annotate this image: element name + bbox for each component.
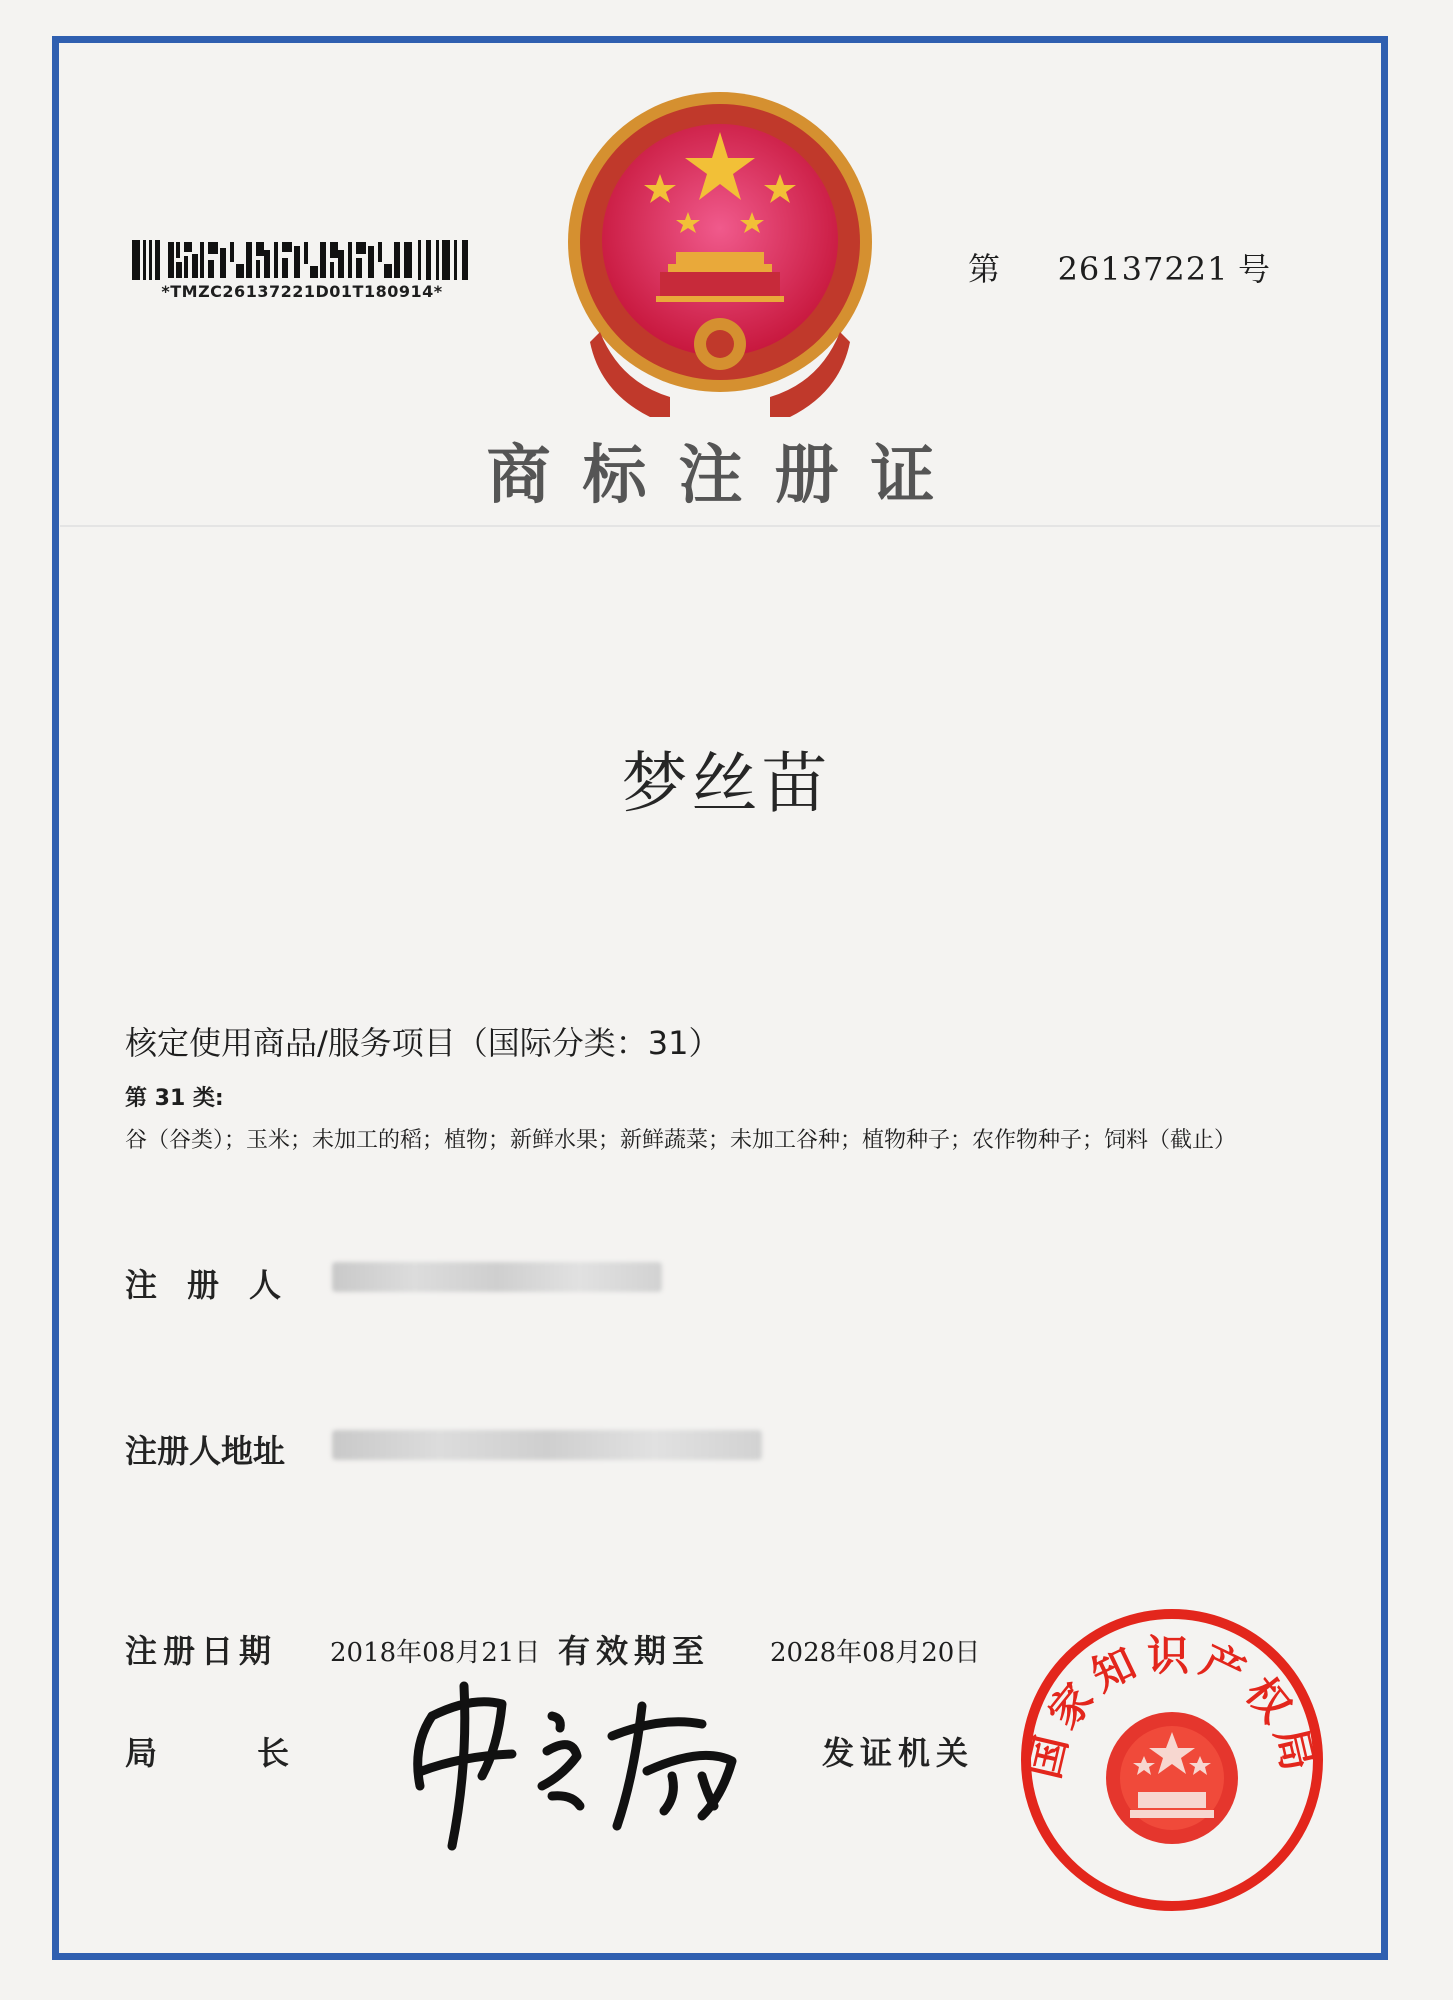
signature	[402, 1676, 772, 1856]
goods-items: 谷（谷类）；玉米；未加工的稻；植物；新鲜水果；新鲜蔬菜；未加工谷种；植物种子；农作物种子；饲料（截止）	[125, 1128, 1237, 1153]
address-redacted	[332, 1430, 762, 1460]
goods-class-label: 第 31 类:	[125, 1086, 224, 1111]
barcode-icon	[132, 240, 472, 280]
reg-suffix: 号	[1238, 250, 1271, 288]
seal-text: 国家知识产权局	[1019, 1631, 1325, 1784]
national-emblem-icon	[560, 82, 880, 422]
fold-line	[60, 525, 1380, 527]
reg-date: 2018年08月21日	[330, 1638, 541, 1668]
chief-label	[125, 1728, 289, 1774]
registrant-redacted	[332, 1262, 662, 1292]
reg-date-label: 注册日期	[125, 1632, 278, 1670]
reg-prefix: 第	[968, 250, 1001, 288]
valid-until-label: 有效期至	[558, 1632, 711, 1670]
reg-number: 26137221	[1057, 250, 1229, 288]
issuer-label: 发证机关	[822, 1734, 975, 1772]
registration-number	[968, 244, 1270, 290]
address-label: 注册人地址	[125, 1432, 286, 1470]
valid-until-date: 2028年08月20日	[770, 1638, 981, 1668]
page-title: 商标注册证	[486, 438, 967, 513]
trademark-name: 梦丝苗	[621, 745, 832, 822]
goods-heading: 核定使用商品/服务项目（国际分类：31）	[125, 1024, 721, 1062]
chief-label-2: 长	[257, 1734, 290, 1772]
registrant-label: 注册人	[125, 1266, 312, 1304]
goods-list	[125, 1078, 1325, 1162]
barcode-text: *TMZC26137221D01T180914*	[161, 282, 443, 301]
official-seal-icon	[1012, 1600, 1332, 1920]
chief-label-1: 局	[125, 1734, 158, 1772]
